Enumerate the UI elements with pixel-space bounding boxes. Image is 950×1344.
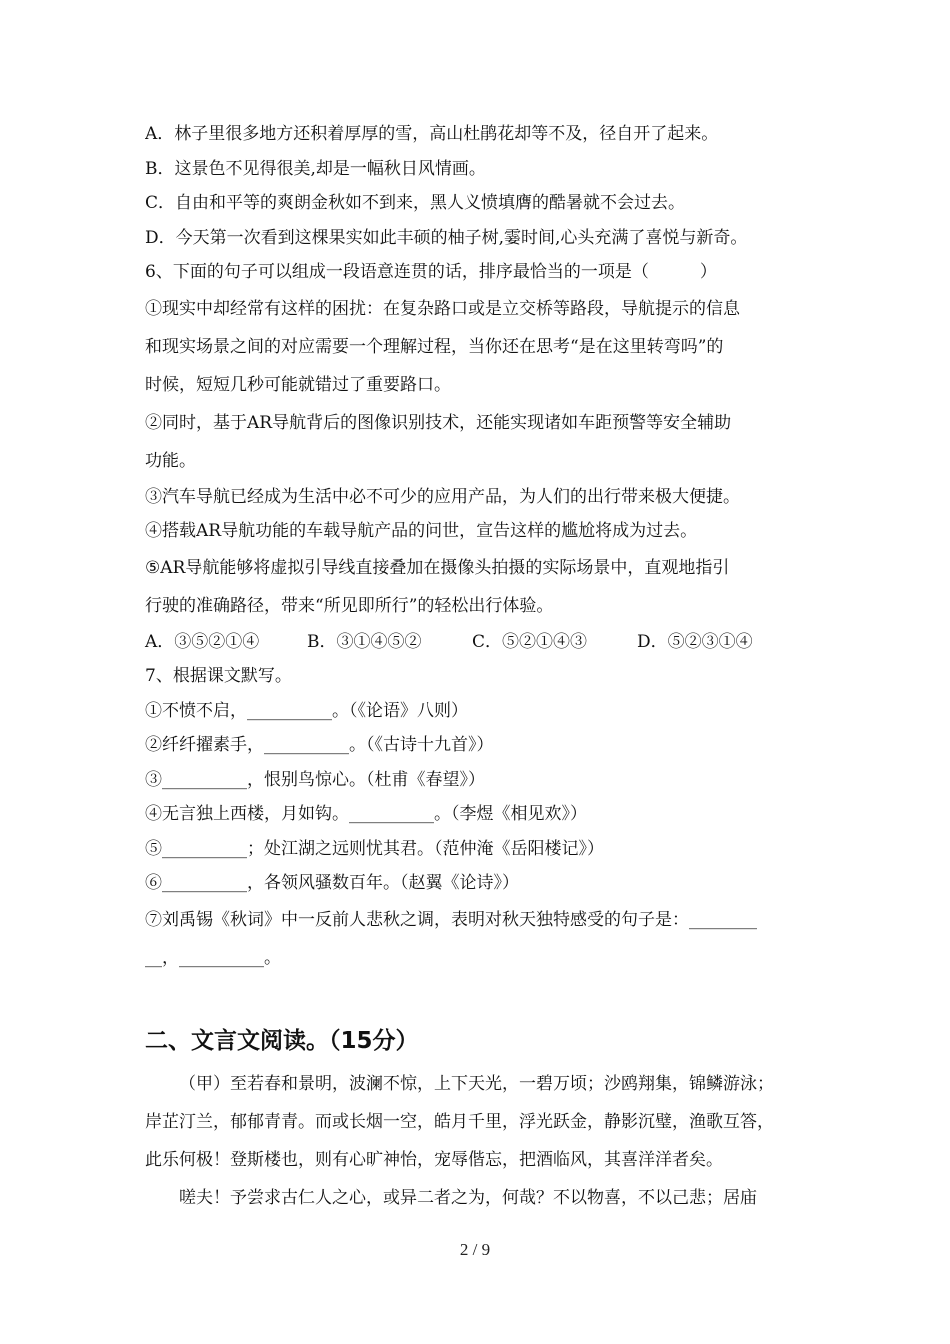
q5-option-a: A．林子里很多地方还积着厚厚的雪，高山杜鹃花却等不及，径自开了起来。 [145,124,719,144]
q6-stem: 6、下面的句子可以组成一段语意连贯的话，排序最恰当的一项是（ ） [145,262,717,282]
q6-choice-a: A．③⑤②①④ [145,631,260,652]
q6-choice-c: C．⑤②①④③ [472,631,588,652]
page-number: 2 / 9 [459,1240,491,1259]
q7-item-2: ②纤纤擢素手，__________。（《古诗十九首》） [145,735,494,755]
section-title-classical-reading: 二、文言文阅读。（15分） [145,1027,419,1054]
passage-jia-line-4: 嗟夫！予尝求古仁人之心，或异二者之为，何哉？不以物喜，不以己悲；居庙 [179,1187,757,1208]
q7-item-7-line-1: ⑦刘禹锡《秋词》中一反前人悲秋之调，表明对秋天独特感受的句子是：________ [145,909,757,930]
q7-item-7-line-2: __，__________。 [145,947,281,968]
q6-sentence-2-line-1: ②同时，基于AR导航背后的图像识别技术，还能实现诸如车距预警等安全辅助 [145,412,732,433]
q6-sentence-4: ④搭载AR导航功能的车载导航产品的问世，宣告这样的尴尬将成为过去。 [145,521,698,541]
q6-choice-d: D．⑤②③①④ [637,631,753,652]
page-content [145,117,815,1217]
q7-stem: 7、根据课文默写。 [145,666,292,686]
q6-sentence-1-line-3: 时候，短短几秒可能就错过了重要路口。 [145,374,451,395]
q7-item-4: ④无言独上西楼，月如钩。__________。（李煜《相见欢》） [145,804,587,824]
q7-item-3: ③__________，恨别鸟惊心。（杜甫《春望》） [145,769,485,790]
q6-sentence-2-line-2: 功能。 [145,450,196,471]
q6-choice-b: B．③①④⑤② [307,631,422,652]
q6-sentence-1-line-2: 和现实场景之间的对应需要一个理解过程，当你还在思考“是在这里转弯吗”的 [145,336,724,357]
q7-item-6: ⑥__________，各领风骚数百年。（赵翼《论诗》） [145,873,519,893]
passage-jia-line-1: （甲）至若春和景明，波澜不惊，上下天光，一碧万顷；沙鸥翔集，锦鳞游泳； [179,1073,774,1094]
q6-sentence-5-line-1: ⑤AR导航能够将虚拟引导线直接叠加在摄像头拍摄的实际场景中，直观地指引 [145,557,730,578]
q5-option-b: B．这景色不见得很美,却是一幅秋日风情画。 [145,158,486,179]
passage-jia-line-3: 此乐何极！登斯楼也，则有心旷神怡，宠辱偕忘，把酒临风，其喜洋洋者矣。 [145,1149,723,1170]
q5-option-c: C．自由和平等的爽朗金秋如不到来，黑人义愤填膺的酷暑就不会过去。 [145,193,686,213]
q6-sentence-1-line-1: ①现实中却经常有这样的困扰：在复杂路口或是立交桥等路段，导航提示的信息 [145,298,740,319]
q6-sentence-3: ③汽车导航已经成为生活中必不可少的应用产品，为人们的出行带来极大便捷。 [145,486,740,507]
q6-sentence-5-line-2: 行驶的准确路径，带来“所见即所行”的轻松出行体验。 [145,595,554,616]
passage-jia-line-2: 岸芷汀兰，郁郁青青。而或长烟一空，皓月千里，浮光跃金，静影沉璧，渔歌互答， [145,1111,774,1132]
q6-choices [145,625,815,660]
q7-item-1: ①不愤不启，__________。（《论语》八则） [145,700,468,721]
q7-item-5: ⑤__________；处江湖之远则忧其君。（范仲淹《岳阳楼记》） [145,838,604,859]
q5-option-d: D．今天第一次看到这棵果实如此丰硕的柚子树,霎时间,心头充满了喜悦与新奇。 [145,227,748,248]
